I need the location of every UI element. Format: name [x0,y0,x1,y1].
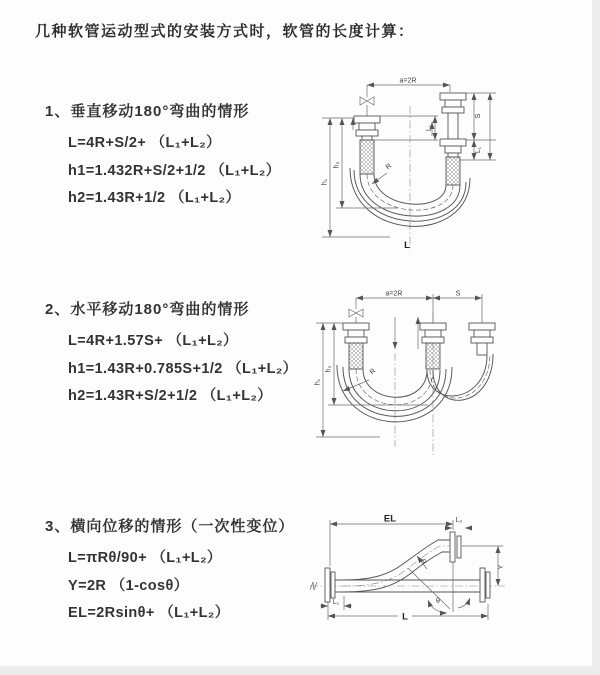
hose-arc [433,354,493,400]
section-2-formula-h1: h1=1.43R+0.785S+1/2 （L₁+L₂） [68,360,298,377]
section-3-formula-EL: EL=2Rsinθ+ （L₁+L₂） [68,605,230,621]
diagram-lateral-displacement [300,512,595,652]
right-flange [480,568,490,602]
dim-a2r-label: a=2R [399,77,417,85]
diagram-horizontal-u-bend [310,287,590,462]
left-flange [325,568,335,602]
valve-icon [349,298,363,323]
section-2-formula-L: L=4R+1.57S+ （L₁+L₂） [68,333,238,349]
left-fitting [354,116,380,174]
middle-fitting [420,323,446,369]
dim-s-label: S [455,290,461,298]
dim-h1-label: h₁ [314,378,322,386]
diagram-vertical-u-bend [310,70,585,255]
section-2-formula-h2: h2=1.43R+S/2+1/2 （L₁+L₂） [68,388,273,404]
dim-l1-fitting-label: L₁ [426,124,433,132]
section-1-formula-L: L=4R+S/2+ （L₁+L₂） [68,135,222,151]
angle-theta-label: θ [436,598,440,605]
braid-section [360,140,374,174]
hose-arc [343,367,446,416]
hose-wall [342,540,450,580]
right-fitting [440,93,466,185]
dim-l-label: L [402,611,408,623]
upper-flange [450,532,461,562]
right-fitting [469,323,495,355]
section-1 [45,100,281,213]
dim-h1-label: h₁ [321,178,329,186]
dim-l1-right-label: L₁ [475,146,482,154]
section-3-formula-Y: Y=2R （1-cosθ） [68,577,189,594]
dim-l1-label: L₁ [332,599,340,606]
scan-edge-bottom [0,666,600,675]
section-1-formula-h2: h2=1.43R+1/2 （L₁+L₂） [68,190,241,206]
page-title: 几种软管运动型式的安装方式时，软管的长度计算： [35,23,415,40]
dim-l-bottom-label: L [404,240,410,251]
valve-icon [360,85,374,116]
section-1-formula-h1: h1=1.432R+S/2+1/2 （L₁+L₂） [68,162,281,179]
dim-s-label: S [475,113,482,119]
hose-arc [337,365,452,422]
dim-h2-label: h₂ [325,365,333,373]
dim-el-label: EL [383,513,397,525]
section-3-formula-L: L=πRθ/90+ （L₁+L₂） [68,550,222,566]
section-1-heading: 1、垂直移动180°弯曲的情形 [45,103,250,120]
dim-a2r-label: a=2R [385,290,403,298]
section-3 [45,515,294,628]
left-fitting [343,323,369,369]
dim-h2-label: h₂ [333,161,341,169]
section-2 [45,298,298,411]
radius-label: R [418,558,428,567]
dim-l2-label: L₂ [455,517,463,524]
dim-y-label: Y [498,564,505,570]
section-2-heading: 2、水平移动180°弯曲的情形 [45,301,250,318]
radius-label: R [368,367,378,377]
radius-label: R [384,162,394,172]
braid-section [349,343,363,369]
braid-section [446,157,460,185]
section-3-heading: 3、横向位移的情形（一次性变位） [45,518,295,535]
braid-section [426,343,440,369]
